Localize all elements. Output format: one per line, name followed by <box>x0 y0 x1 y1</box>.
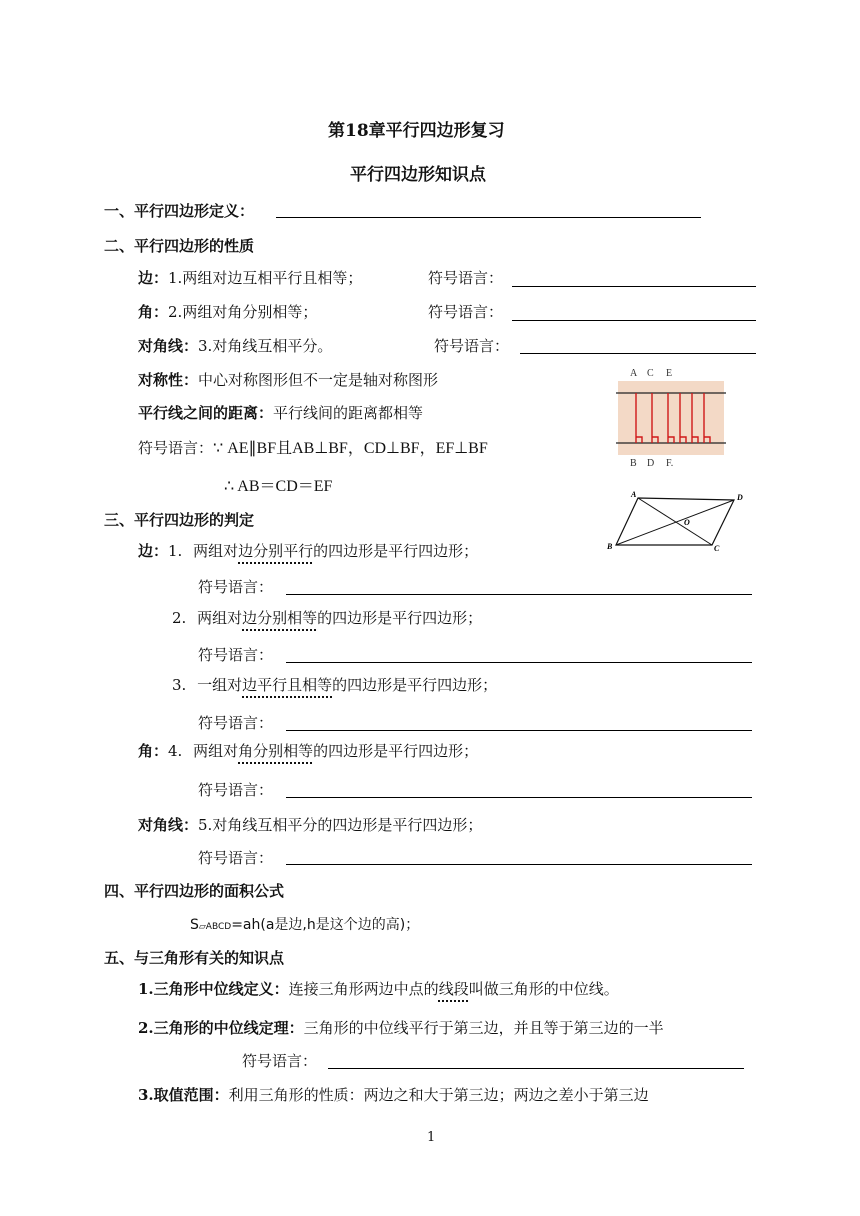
label-c: C <box>714 544 720 553</box>
diagonal-label: 对角线： <box>138 337 199 355</box>
section-4-heading: 四、平行四边形的面积公式 <box>104 882 285 900</box>
criterion-1-post: 的四边形是平行四边形； <box>313 542 479 560</box>
midline-theorem-row <box>138 1018 664 1038</box>
property-diagonal-symbol-label: 符号语言： <box>434 337 510 355</box>
property-side-row <box>138 268 362 288</box>
criterion-1-blank <box>286 594 752 595</box>
criterion-2-emphasis: 边分别相等 <box>242 609 318 627</box>
diagonal-ac <box>638 498 712 545</box>
midline-theorem-label: 2.三角形的中位线定理： <box>138 1019 304 1037</box>
midline-theorem-text: 三角形的中位线平行于第三边，并且等于第三边的一半 <box>303 1019 664 1037</box>
criterion-1-emphasis: 边分别平行 <box>238 542 314 560</box>
criterion-3-number: 3. <box>172 676 187 694</box>
definition-blank <box>276 217 701 218</box>
formula-s: S <box>190 917 199 933</box>
formula-subscript: ▱ABCD <box>198 922 232 932</box>
label-b: B <box>607 542 613 551</box>
criterion-4-row <box>138 741 478 761</box>
criterion-4-post: 的四边形是平行四边形； <box>313 742 479 760</box>
criterion-5-symbol-label: 符号语言： <box>198 849 274 867</box>
distance-label: 平行线之间的距离： <box>138 404 274 422</box>
section-3-heading: 三、平行四边形的判定 <box>104 511 255 529</box>
criterion-3-row <box>172 675 497 695</box>
criterion-3-blank <box>286 730 752 731</box>
parallelogram-figure <box>604 488 754 554</box>
criterion-4-number: 4. <box>168 742 183 760</box>
symmetry-label: 对称性： <box>138 371 199 389</box>
side-text: 1.两组对边互相平行且相等； <box>168 269 363 287</box>
criterion-4-symbol-label: 符号语言： <box>198 781 274 799</box>
label-a: A <box>630 368 638 379</box>
value-range-row <box>138 1085 649 1105</box>
criterion-diagonal-label: 对角线： <box>138 816 199 834</box>
property-angle-blank <box>512 320 756 321</box>
property-side-symbol-label: 符号语言： <box>428 269 504 287</box>
property-angle-symbol-label: 符号语言： <box>428 303 504 321</box>
criterion-4-pre: 两组对 <box>193 742 239 760</box>
midline-theorem-blank <box>328 1068 744 1069</box>
figure-background <box>618 381 724 455</box>
criterion-2-number: 2. <box>172 609 187 627</box>
property-angle-row <box>138 302 317 322</box>
page-subtitle: 平行四边形知识点 <box>350 165 486 185</box>
midline-definition-label: 1.三角形中位线定义： <box>138 980 289 998</box>
criterion-1-number: 1. <box>168 542 183 560</box>
property-diagonal-row <box>138 336 332 356</box>
side-label: 边： <box>138 269 169 287</box>
distance-symbol-label: 符号语言： <box>138 439 214 457</box>
angle-text: 2.两组对角分别相等； <box>168 303 318 321</box>
criterion-1-symbol-label: 符号语言： <box>198 578 274 596</box>
section-5-heading: 五、与三角形有关的知识点 <box>104 949 285 967</box>
criterion-5-text: 5.对角线互相平分的四边形是平行四边形； <box>198 816 483 834</box>
label-d: D <box>737 493 743 502</box>
parallel-lines-figure <box>616 365 728 471</box>
criterion-angle-label: 角： <box>138 742 169 760</box>
criterion-5-blank <box>286 864 752 865</box>
criterion-1-row <box>138 541 478 561</box>
section-2-heading: 二、平行四边形的性质 <box>104 237 255 255</box>
label-f: F. <box>666 458 674 469</box>
symmetry-text: 中心对称图形但不一定是轴对称图形 <box>198 371 439 389</box>
criterion-2-blank <box>286 662 752 663</box>
midline-theorem-symbol-label: 符号语言： <box>242 1052 318 1070</box>
criterion-4-blank <box>286 797 752 798</box>
distance-conclusion: ∴ AB＝CD＝EF <box>224 478 333 495</box>
criterion-2-symbol-label: 符号语言： <box>198 646 274 664</box>
formula-rest: =ah(a是边,h是这个边的高)； <box>231 917 420 933</box>
distance-row <box>138 403 423 423</box>
criterion-3-post: 的四边形是平行四边形； <box>332 676 498 694</box>
criterion-1-pre: 两组对 <box>193 542 239 560</box>
label-o: O <box>684 518 690 527</box>
midline-definition-emphasis: 线段 <box>438 980 469 998</box>
page-number: 1 <box>427 1130 436 1145</box>
diagonal-text: 3.对角线互相平分。 <box>198 337 333 355</box>
label-e: E <box>666 368 673 379</box>
distance-symbol-row <box>138 438 488 459</box>
midline-definition-post: 叫做三角形的中位线。 <box>468 980 619 998</box>
area-formula <box>190 915 419 937</box>
criterion-5-row <box>138 815 482 835</box>
page-title: 第18章平行四边形复习 <box>328 121 505 141</box>
section-1-heading: 一、平行四边形定义： <box>104 202 255 220</box>
angle-label: 角： <box>138 303 169 321</box>
criterion-2-post: 的四边形是平行四边形； <box>317 609 483 627</box>
symmetry-row <box>138 370 438 390</box>
value-range-text: 利用三角形的性质：两边之和大于第三边；两边之差小于第三边 <box>228 1086 649 1104</box>
label-b: B <box>630 458 637 469</box>
label-c: C <box>647 368 654 379</box>
property-diagonal-blank <box>520 353 756 354</box>
distance-symbol-text: ∵ AE∥BF且AB⊥BF，CD⊥BF，EF⊥BF <box>213 440 488 457</box>
criterion-2-pre: 两组对 <box>197 609 243 627</box>
label-a: A <box>631 490 637 499</box>
distance-text: 平行线间的距离都相等 <box>273 404 424 422</box>
label-d: D <box>647 458 655 469</box>
value-range-label: 3.取值范围： <box>138 1086 229 1104</box>
criterion-2-row <box>172 608 482 628</box>
criterion-3-symbol-label: 符号语言： <box>198 714 274 732</box>
criterion-4-emphasis: 角分别相等 <box>238 742 314 760</box>
criterion-3-pre: 一组对 <box>197 676 243 694</box>
midline-definition-row <box>138 979 619 999</box>
criterion-3-emphasis: 边平行且相等 <box>242 676 333 694</box>
property-side-blank <box>512 286 756 287</box>
criterion-side-label: 边： <box>138 542 169 560</box>
midline-definition-pre: 连接三角形两边中点的 <box>288 980 439 998</box>
